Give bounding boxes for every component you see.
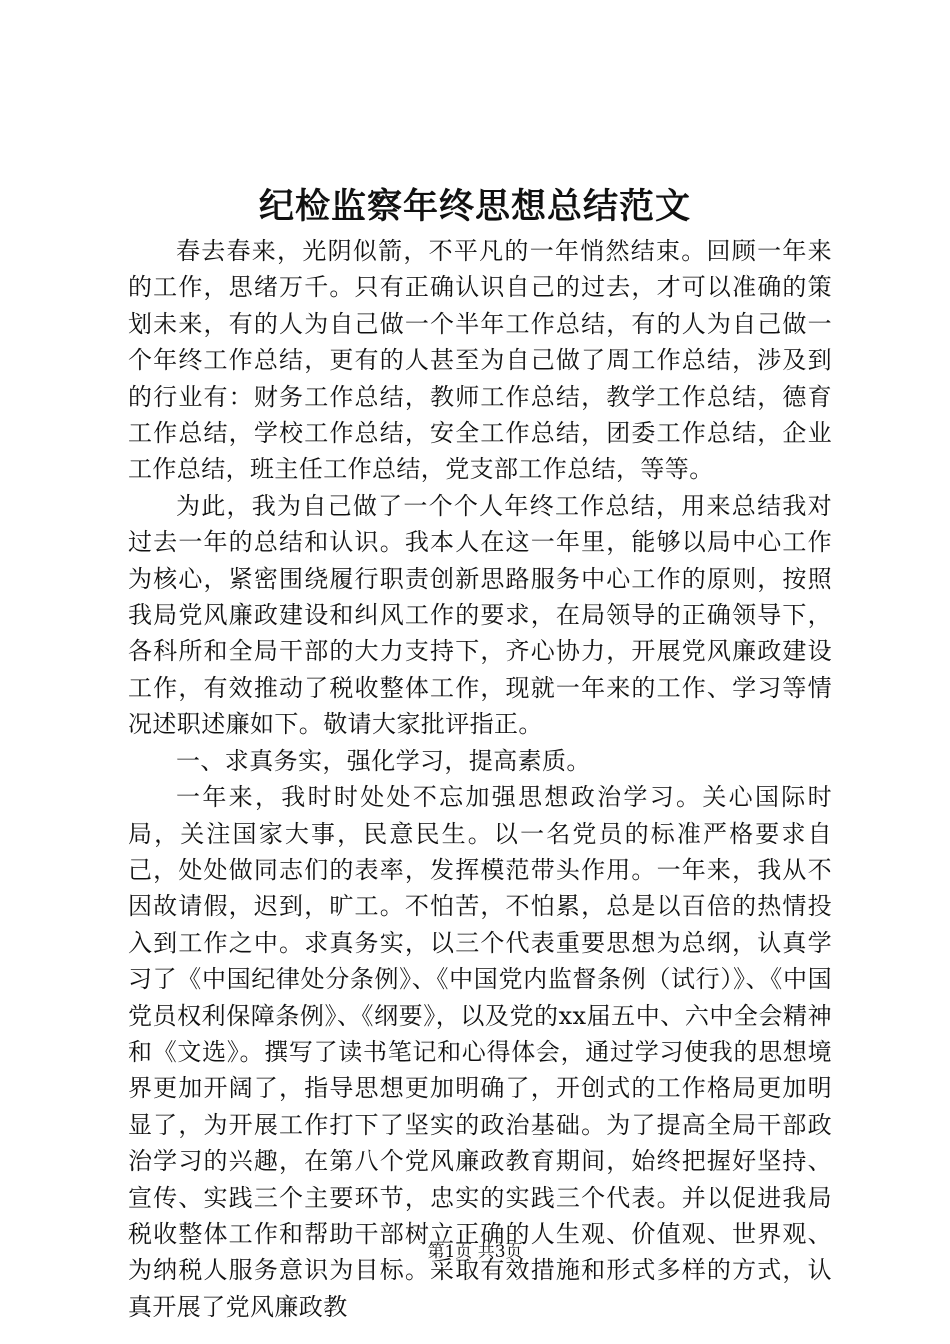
paragraph-study: 一年来，我时时处处不忘加强思想政治学习。关心国际时局，关注国家大事，民意民生。以一名党员的标准严格要求自己，处处做同志们的表率，发挥模范带头作用。一年来，我从不因故请假，迟到，旷工。不怕苦，不怕累，总是以百倍的热情投入到工作之中。求真务实，以三个代表重要思想为总纲，认真学习了《中国纪律处分条例》、《中国党内监督条例（试行）》、《中国党员权利保障条例》、《纲要》，以及党的xx届五中、六中全会精神和《文选》。撰写了读书笔记和心得体会，通过学习使我的思想境界更加开阔了，指导思想更加明确了，开创式的工作格局更加明显了，为开展工作打下了坚实的政治基础。为了提高全局干部政治学习的兴趣，在第八个党风廉政教育期间，始终把握好坚持、宣传、实践三个主要环节，忠实的实践三个代表。并以促进我局税收整体工作和帮助干部树立正确的人生观、价值观、世界观、为纳税人服务意识为目标。采取有效措施和形式多样的方式，认真开展了党风廉政教 xyxy=(128,783,832,1321)
document-body xyxy=(128,233,832,1325)
document-title: 纪检监察年终思想总结范文 xyxy=(258,186,691,227)
section-heading: 一、求真务实，强化学习，提高素质。 xyxy=(176,746,591,775)
paragraph-purpose: 为此，我为自己做了一个个人年终工作总结，用来总结我对过去一年的总结和认识。我本人在这一年里，能够以局中心工作为核心，紧密围绕履行职责创新思路服务中心工作的原则，按照我局党风廉政建设和纠风工作的要求，在局领导的正确领导下，各科所和全局干部的大力支持下，齐心协力，开展党风廉政建设工作，有效推动了税收整体工作，现就一年来的工作、学习等情况述职述廉如下。敬请大家批评指正。 xyxy=(128,491,832,739)
paragraph-intro: 春去春来，光阴似箭，不平凡的一年悄然结束。回顾一年来的工作，思绪万千。只有正确认识自己的过去，才可以准确的策划未来，有的人为自己做一个半年工作总结，有的人为自己做一个年终工作总结，更有的人甚至为自己做了周工作总结，涉及到的行业有：财务工作总结，教师工作总结，教学工作总结，德育工作总结，学校工作总结，安全工作总结，团委工作总结，企业工作总结，班主任工作总结，党支部工作总结，等等。 xyxy=(128,237,832,484)
page-number-footer: 第1页 共3页 xyxy=(427,1242,523,1262)
